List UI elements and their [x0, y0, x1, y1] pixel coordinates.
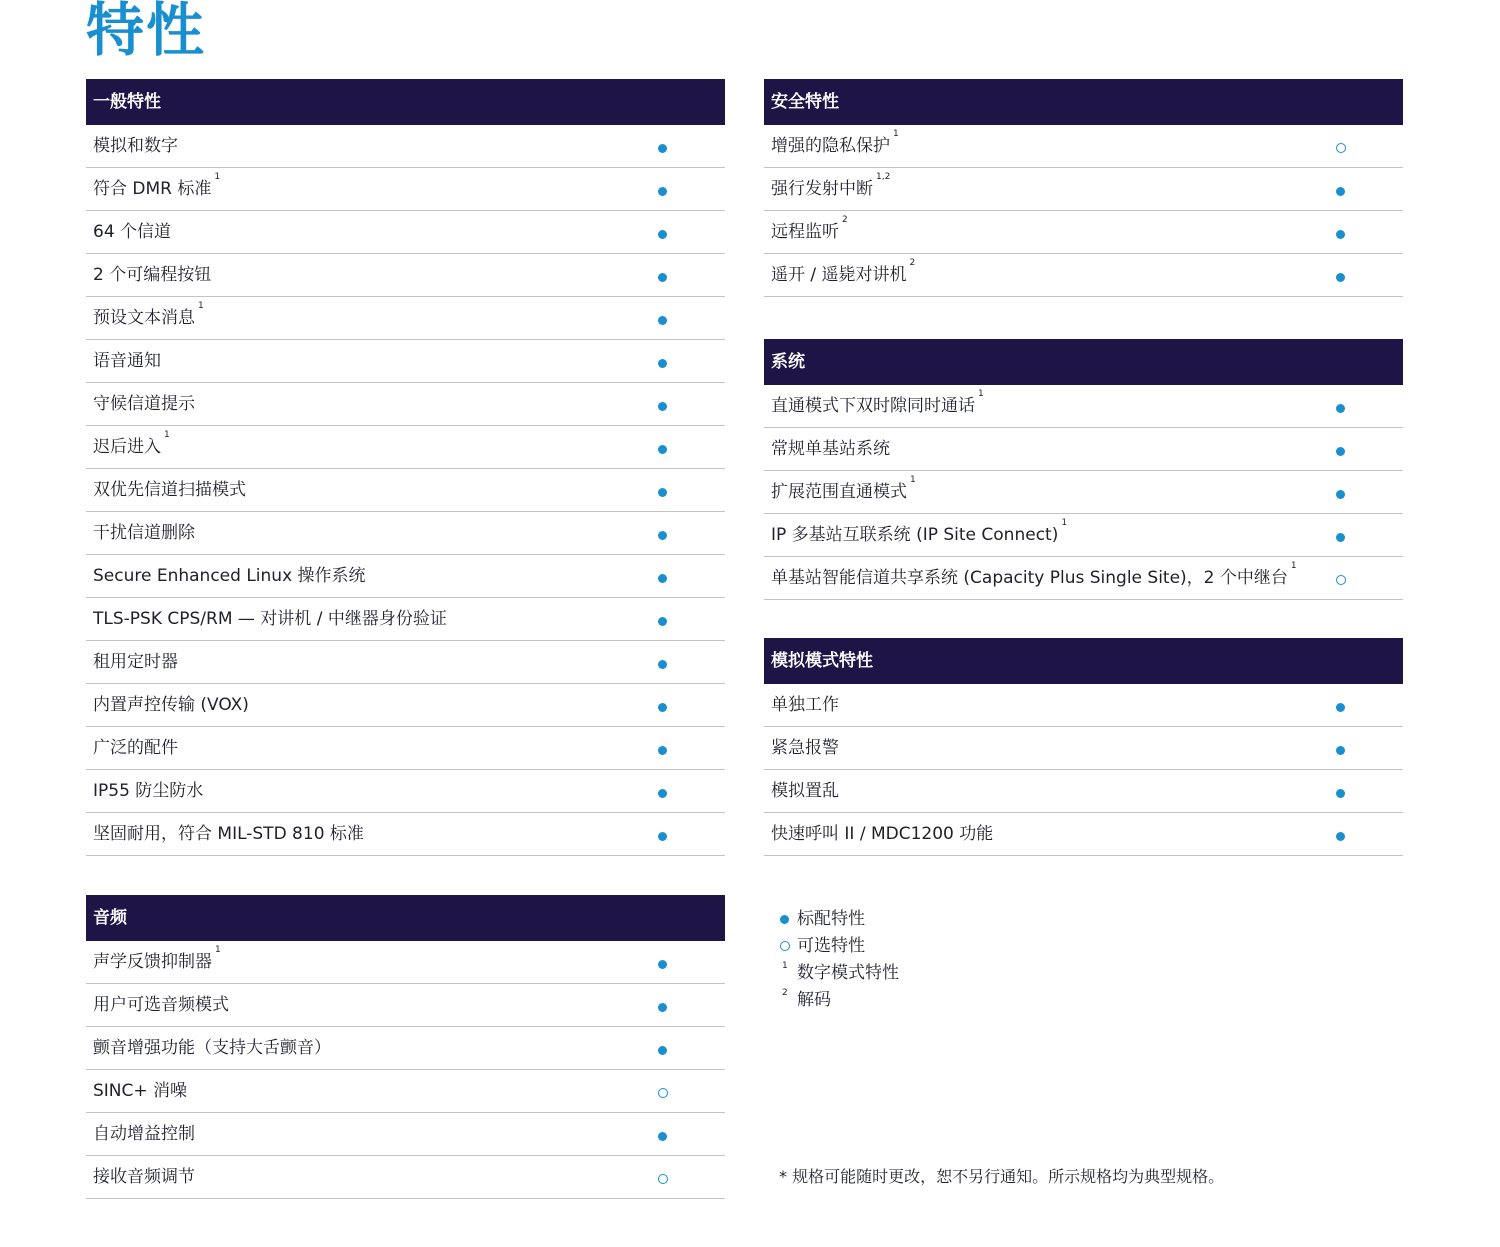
feature-row [764, 557, 1403, 600]
feature-label: 64 个信道 [93, 222, 172, 242]
feature-label: 紧急报警 [771, 738, 839, 758]
section-security [764, 79, 1403, 297]
feature-list [764, 125, 1403, 297]
feature-list [86, 125, 725, 856]
footnote-ref: 1,2 [876, 172, 891, 182]
filled-dot-icon [658, 1046, 667, 1055]
feature-label: SINC+ 消噪 [93, 1081, 188, 1101]
feature-row [86, 1113, 725, 1156]
filled-dot-icon [658, 488, 667, 497]
feature-label: 自动增益控制 [93, 1124, 195, 1144]
feature-label: 接收音频调节 [93, 1167, 195, 1187]
filled-dot-icon [1336, 490, 1345, 499]
feature-row [86, 125, 725, 168]
feature-row [86, 813, 725, 856]
section-system [764, 339, 1403, 600]
feature-label: 守候信道提示 [93, 394, 195, 414]
feature-label: 遥开 / 遥毙对讲机 [771, 265, 907, 285]
filled-dot-icon [658, 230, 667, 239]
feature-label: 模拟置乱 [771, 781, 839, 801]
section-header: 一般特性 [86, 79, 725, 125]
filled-dot-icon [658, 1132, 667, 1141]
filled-dot-icon [1336, 533, 1345, 542]
footnote-ref: 1 [1061, 518, 1068, 528]
hollow-circle-icon [1336, 575, 1346, 585]
feature-row [86, 340, 725, 383]
feature-row [764, 471, 1403, 514]
filled-dot-icon [1336, 832, 1345, 841]
filled-dot-icon [1336, 404, 1345, 413]
filled-dot-icon [658, 316, 667, 325]
feature-label: 快速呼叫 II / MDC1200 功能 [771, 824, 994, 844]
legend-standard [779, 906, 899, 933]
page-title: 特性 [86, 0, 207, 64]
filled-dot-icon [658, 187, 667, 196]
filled-dot-icon [658, 445, 667, 454]
feature-list [764, 684, 1403, 856]
footnote-ref: 1 [893, 129, 899, 139]
feature-label: 预设文本消息 [93, 308, 195, 328]
filled-dot-icon [658, 789, 667, 798]
feature-row [86, 555, 725, 598]
feature-row [86, 211, 725, 254]
hollow-circle-icon [780, 941, 790, 951]
legend-note-2 [779, 987, 899, 1014]
feature-label: 语音通知 [93, 351, 161, 371]
feature-row [764, 813, 1403, 856]
feature-label: 迟后进入 [93, 437, 161, 457]
filled-dot-icon [658, 273, 667, 282]
feature-label: IP 多基站互联系统 (IP Site Connect) [771, 525, 1059, 545]
feature-row [86, 426, 725, 469]
feature-label: 用户可选音频模式 [93, 995, 229, 1015]
feature-row [764, 514, 1403, 557]
hollow-circle-icon [1336, 143, 1346, 153]
footnote-ref: 1 [198, 301, 204, 311]
footnote-ref: 1 [978, 389, 984, 399]
section-header: 音频 [86, 895, 725, 941]
feature-row [86, 941, 725, 984]
filled-dot-icon [1336, 230, 1345, 239]
feature-row [86, 512, 725, 555]
legend-note-1-number: 1 [782, 961, 788, 971]
feature-row [764, 168, 1403, 211]
feature-row [86, 254, 725, 297]
legend-note-1-label: 数字模式特性 [797, 963, 899, 983]
feature-row [764, 684, 1403, 727]
feature-row [86, 684, 725, 727]
feature-label: IP55 防尘防水 [93, 781, 204, 801]
feature-label: 双优先信道扫描模式 [93, 480, 246, 500]
filled-dot-icon [1336, 187, 1345, 196]
footnote-ref: 1 [1290, 561, 1297, 571]
filled-dot-icon [1336, 789, 1345, 798]
feature-row [86, 383, 725, 426]
legend-optional [779, 933, 899, 960]
feature-label: 单基站智能信道共享系统 (Capacity Plus Single Site)，2 个中继台 [771, 568, 1288, 588]
feature-row [86, 770, 725, 813]
feature-row [764, 125, 1403, 168]
feature-label: 内置声控传输 (VOX) [93, 695, 249, 715]
filled-dot-icon [658, 960, 667, 969]
feature-label: 扩展范围直通模式 [771, 482, 907, 502]
feature-list [764, 385, 1403, 600]
filled-dot-icon [1336, 703, 1345, 712]
footnote-ref: 1 [164, 430, 170, 440]
footnote-ref: 1 [214, 172, 221, 182]
filled-dot-icon [658, 703, 667, 712]
filled-dot-icon [658, 746, 667, 755]
feature-label: 直通模式下双时隙同时通话 [771, 396, 975, 416]
feature-label: 广泛的配件 [93, 738, 178, 758]
filled-dot-icon [658, 144, 667, 153]
feature-label: 坚固耐用，符合 MIL-STD 810 标准 [93, 824, 364, 844]
legend-note-1 [779, 960, 899, 987]
filled-dot-icon [780, 915, 789, 924]
feature-label: 声学反馈抑制器 [93, 952, 212, 972]
section-header: 模拟模式特性 [764, 638, 1403, 684]
feature-row [764, 254, 1403, 297]
feature-row [86, 727, 725, 770]
legend-note-2-label: 解码 [797, 990, 831, 1010]
filled-dot-icon [658, 359, 667, 368]
filled-dot-icon [658, 660, 667, 669]
filled-dot-icon [658, 531, 667, 540]
filled-dot-icon [1336, 273, 1345, 282]
filled-dot-icon [658, 1003, 667, 1012]
filled-dot-icon [1336, 447, 1345, 456]
section-analog [764, 638, 1403, 856]
feature-row [86, 297, 725, 340]
section-general [86, 79, 725, 856]
feature-row [764, 727, 1403, 770]
feature-label: TLS-PSK CPS/RM — 对讲机 / 中继器身份验证 [93, 609, 447, 629]
legend [779, 906, 899, 1014]
hollow-circle-icon [658, 1088, 668, 1098]
legend-note-2-number: 2 [782, 988, 788, 998]
feature-row [86, 1070, 725, 1113]
feature-row [86, 1156, 725, 1199]
feature-row [86, 984, 725, 1027]
feature-label: 模拟和数字 [93, 136, 178, 156]
feature-label: 符合 DMR 标准 [93, 179, 212, 199]
legend-standard-label: 标配特性 [797, 909, 865, 929]
legend-optional-label: 可选特性 [797, 936, 865, 956]
feature-label: 颤音增强功能（支持大舌颤音） [93, 1038, 331, 1058]
feature-row [86, 598, 725, 641]
feature-row [86, 168, 725, 211]
feature-label: 租用定时器 [93, 652, 178, 672]
footnote-ref: 1 [910, 475, 916, 485]
filled-dot-icon [658, 832, 667, 841]
filled-dot-icon [658, 574, 667, 583]
feature-label: 2 个可编程按钮 [93, 265, 212, 285]
feature-row [86, 469, 725, 512]
feature-row [764, 770, 1403, 813]
section-audio [86, 895, 725, 1199]
feature-row [86, 1027, 725, 1070]
feature-label: 常规单基站系统 [771, 439, 890, 459]
feature-row [764, 385, 1403, 428]
footnote-ref: 2 [842, 215, 848, 225]
feature-row [764, 211, 1403, 254]
feature-row [764, 428, 1403, 471]
feature-label: 强行发射中断 [771, 179, 873, 199]
feature-row [86, 641, 725, 684]
feature-label: 增强的隐私保护 [771, 136, 890, 156]
filled-dot-icon [658, 402, 667, 411]
footnote-ref: 2 [909, 258, 916, 268]
feature-label: 远程监听 [771, 222, 839, 242]
feature-list [86, 941, 725, 1199]
filled-dot-icon [658, 617, 667, 626]
filled-dot-icon [1336, 746, 1345, 755]
footnote: * 规格可能随时更改，恕不另行通知。所示规格均为典型规格。 [779, 1167, 1225, 1186]
section-header: 安全特性 [764, 79, 1403, 125]
hollow-circle-icon [658, 1174, 668, 1184]
feature-label: 单独工作 [771, 695, 839, 715]
section-header: 系统 [764, 339, 1403, 385]
feature-label: Secure Enhanced Linux 操作系统 [93, 566, 366, 586]
feature-label: 干扰信道删除 [93, 523, 195, 543]
footnote-ref: 1 [215, 945, 221, 955]
